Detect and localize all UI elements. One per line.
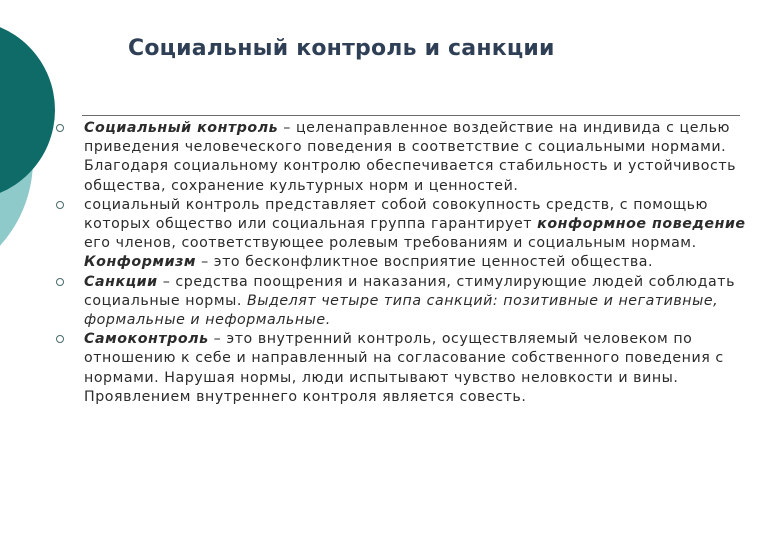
bullet-circle-icon	[56, 278, 64, 286]
sanction-types-text: Выделят четыре типа санкций: позитивные и негативные, формальные и неформальные.	[84, 292, 719, 329]
bullet-text: – средства поощрения и наказания, стимулирующие людей соблюдать социальные нормы.	[84, 273, 735, 309]
bullet-text: – это бесконфликтное восприятие ценностей общества.	[196, 254, 654, 271]
term-conformism: Конформизм	[84, 254, 197, 271]
bullet-circle-icon	[56, 201, 64, 209]
bullet-circle-icon	[56, 124, 64, 132]
dark-teal-circle	[0, 20, 55, 200]
term-self-control: Самоконтроль	[84, 331, 209, 348]
title-divider	[82, 115, 740, 116]
term-conformal-behavior: конформное поведение	[537, 216, 746, 233]
bullet-text: – целенаправленное воздействие на индивида с целью приведения человеческого поведения в соответствие с социальными нормами. Благодаря социальному контролю обеспечивается стабильность и устойчивость общества, сохранение культурных норм и ценностей.	[84, 120, 737, 194]
bullet-item-social-control	[56, 119, 746, 196]
bullet-item-self-control	[56, 330, 746, 407]
bullet-item-definition	[56, 196, 746, 273]
bullet-text: – это внутренний контроль, осуществляемый человеком по отношению к себе и направленный на согласование собственного поведения с нормами. Нарушая нормы, люди испытывают чувство неловкости и вины. Проявлением внутреннего контроля является совесть.	[84, 331, 724, 405]
term-sanctions: Санкции	[84, 273, 158, 290]
bullet-item-sanctions	[56, 273, 746, 331]
term-social-control: Социальный контроль	[84, 120, 279, 136]
bullet-text: его членов, соответствующее ролевым требованиям и социальным нормам.	[84, 235, 697, 252]
bullet-circle-icon	[56, 335, 64, 343]
bullet-text: социальный контроль представляет собой совокупность средств, с помощью которых общество или социальная группа гарантирует	[84, 196, 709, 233]
slide-title: Социальный контроль и санкции	[128, 36, 555, 61]
bullet-list	[56, 119, 746, 407]
